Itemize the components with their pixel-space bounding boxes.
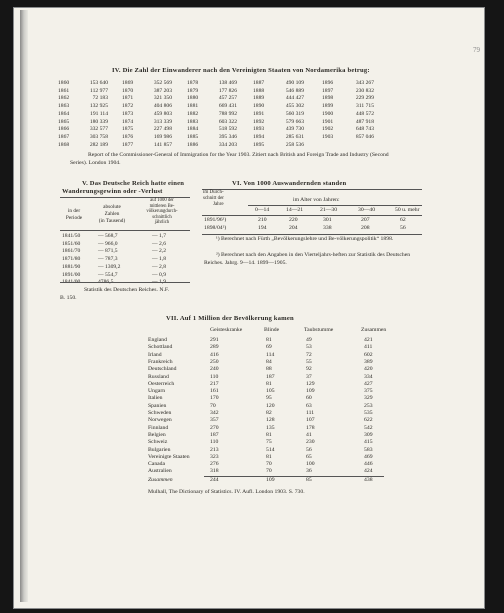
country-label: Vereinigte Staaten (148, 453, 190, 460)
age-group-4: 50 u. mehr (395, 207, 420, 213)
country-label: Canada (148, 461, 166, 468)
table-rule (204, 476, 384, 477)
table-cell: 289 (210, 344, 219, 351)
immigrant-count-cell: 546 889 (285, 87, 304, 94)
row-value: 210 (258, 217, 267, 223)
absolute-cell: — 554,7 (98, 271, 118, 278)
immigrant-count-cell: 560 319 (285, 110, 304, 117)
immigrant-count-cell: 230 832 (355, 87, 374, 94)
row-value: 301 (323, 217, 332, 223)
table-rule (60, 230, 190, 231)
year-cell: 1881 (187, 103, 199, 110)
table-cell: 55 (306, 358, 312, 365)
section-vi-note-1: ¹) Berechnet nach Fürth „Bevölkerungslehre und Be-völkerungspolitik“ 1898. (216, 236, 394, 242)
section-iv-source: Report of the Commissioner-General of Immigration for the Year 1903. Zitiert nach British and Foreign Trade and Industry (Second Series). London 1904. (70, 152, 389, 166)
row-value: 204 (289, 225, 298, 231)
country-label: Irland (148, 351, 162, 358)
immigrant-count-cell: 229 299 (355, 95, 374, 102)
table-cell: 82 (266, 410, 272, 416)
table-cell: 535 (364, 410, 373, 416)
row-head-years: im Durch- schnitt der Jahre (203, 190, 224, 207)
table-cell: 107 (306, 417, 315, 424)
table-cell: 276 (210, 461, 219, 468)
immigrant-count-cell: 169 986 (153, 133, 172, 140)
table-cell: 187 (266, 373, 275, 380)
table-cell: 424 (364, 468, 373, 475)
table-cell: 240 (210, 366, 219, 373)
table-cell: 427 (364, 380, 373, 387)
immigrant-count-cell: 439 730 (285, 126, 304, 133)
immigrant-count-cell: 258 536 (285, 141, 304, 148)
table-cell: 421 (364, 337, 373, 343)
col-zusammen: Zusammen (361, 327, 387, 333)
table-cell: 105 (266, 388, 275, 395)
year-cell: 1872 (122, 103, 134, 110)
per-thousand-cell: — 0,9 (152, 271, 166, 278)
table-cell: 446 (364, 461, 373, 468)
section-iv-values-4 (272, 80, 304, 149)
table-cell: 318 (210, 468, 219, 475)
age-group-1: 14—21 (286, 207, 304, 213)
table-cell: 81 (266, 453, 272, 460)
year-cell: 1880 (187, 95, 199, 102)
period-cell: 1891/00 (62, 271, 81, 278)
country-label: Norwegen (148, 417, 172, 424)
col-head-absolute: absolute Zahlen (in Tausend) (98, 204, 126, 224)
immigrant-count-cell: 857 046 (355, 133, 374, 140)
row-value: 194 (258, 225, 267, 231)
table-cell: 129 (306, 380, 315, 387)
table-cell: 309 (364, 431, 373, 438)
year-cell: 1898 (322, 95, 334, 102)
year-cell: 1888 (253, 87, 265, 94)
immigrant-count-cell: 455 302 (285, 103, 304, 110)
immigrant-count-cell: 404 806 (153, 103, 172, 110)
table-cell: 114 (266, 351, 275, 358)
table-cell: 161 (210, 388, 219, 395)
total-cell: 109 (266, 476, 275, 483)
year-cell: 1893 (253, 126, 265, 133)
table-cell: 128 (266, 417, 275, 424)
country-label: Oesterreich (148, 380, 175, 387)
total-cell: 438 (364, 476, 373, 483)
per-thousand-cell: — 2,6 (152, 240, 166, 247)
immigrant-count-cell: 788 992 (218, 110, 237, 117)
immigrant-count-cell: 132 925 (89, 103, 108, 110)
section-iv-values-1 (80, 80, 108, 149)
immigrant-count-cell: 343 267 (355, 80, 374, 86)
year-cell: 1868 (58, 141, 70, 148)
year-cell: 1863 (58, 103, 70, 110)
immigrant-count-cell: 518 592 (218, 126, 237, 133)
total-cell: 244 (210, 476, 219, 483)
immigrant-count-cell: 141 857 (153, 141, 172, 148)
table-cell: 110 (210, 439, 219, 446)
table-cell: 514 (266, 446, 275, 453)
table-cell: 420 (364, 366, 373, 373)
country-label: Bulgarien (148, 446, 171, 453)
table-cell: 217 (210, 380, 219, 387)
table-cell: 100 (306, 461, 315, 468)
year-cell: 1885 (187, 133, 199, 140)
table-cell: 49 (306, 337, 312, 343)
year-cell: 1884 (187, 126, 199, 133)
col-geisteskranke: Geisteskranke (210, 327, 243, 333)
immigrant-count-cell: 457 257 (218, 95, 237, 102)
row-value: 56 (400, 225, 406, 231)
absolute-cell: — 871,5 (98, 248, 118, 255)
table-cell: 135 (266, 424, 275, 431)
table-cell: 81 (266, 337, 272, 343)
section-iv-heading: IV. Die Zahl der Einwanderer nach den Vereinigten Staaten von Nordamerika betrug: (112, 67, 370, 74)
section-v-heading-1: V. Das Deutsche Reich hatte einen (82, 180, 185, 187)
table-cell: 81 (266, 431, 272, 438)
section-v-source-2: B. 150. (60, 295, 77, 301)
year-cell: 1871 (122, 95, 134, 102)
year-cell: 1862 (58, 95, 70, 102)
immigrant-count-cell: 72 183 (92, 95, 108, 102)
immigrant-count-cell: 334 203 (218, 141, 237, 148)
table-cell: 92 (306, 366, 312, 373)
table-cell: 389 (364, 358, 373, 365)
table-cell: 250 (210, 358, 219, 365)
col-head-per-thousand: auf 1000 der mittleren Be- völkerungdurch- schnittlich jährlich (146, 198, 178, 226)
immigrant-count-cell: 490 109 (285, 80, 304, 86)
year-cell: 1867 (58, 133, 70, 140)
table-rule (60, 282, 190, 283)
immigrant-count-cell: 303 758 (89, 133, 108, 140)
table-cell: 542 (364, 424, 373, 431)
immigrant-count-cell: 387 203 (153, 87, 172, 94)
year-cell: 1879 (187, 87, 199, 94)
table-cell: 72 (306, 351, 312, 358)
table-cell: 63 (306, 402, 312, 409)
section-vi-heading: VI. Von 1000 Auswandernden standen (232, 180, 347, 187)
country-label: Finnland (148, 424, 169, 431)
table-cell: 110 (210, 373, 219, 380)
section-iv-years-5 (322, 80, 333, 142)
section-iv-values-5 (342, 80, 374, 142)
table-cell: 69 (266, 344, 272, 351)
immigrant-count-cell: 448 572 (355, 110, 374, 117)
section-iv-years-4 (253, 80, 264, 149)
table-cell: 36 (306, 468, 312, 475)
immigrant-count-cell: 395 346 (218, 133, 237, 140)
year-cell: 1878 (187, 80, 199, 86)
table-rule (202, 215, 422, 216)
period-cell: 1841/50 (62, 233, 81, 239)
country-label: Australien (148, 468, 172, 475)
table-cell: 60 (306, 395, 312, 402)
per-thousand-cell: — 1,9 (152, 279, 166, 286)
period-cell: 1861/70 (62, 248, 81, 255)
year-cell: 1882 (187, 110, 199, 117)
absolute-cell: — 787,3 (98, 256, 118, 263)
table-rule (202, 234, 422, 235)
country-label: England (148, 337, 167, 343)
year-cell: 1894 (253, 133, 265, 140)
row-value: 208 (361, 225, 370, 231)
year-cell: 1864 (58, 110, 70, 117)
table-cell: 411 (364, 344, 373, 351)
table-rule (248, 205, 422, 206)
table-cell: 253 (364, 402, 373, 409)
immigrant-count-cell: 191 114 (90, 110, 108, 117)
section-vii-source: Mulhall, The Dictionary of Statistics. IV. Aufl. London 1903. S. 730. (148, 489, 305, 495)
per-thousand-cell: — 1,7 (152, 233, 166, 239)
section-vii-heading: VII. Auf 1 Million der Bevölkerung kamen (166, 315, 294, 322)
age-group-3: 30—40 (358, 207, 376, 213)
year-cell: 1892 (253, 118, 265, 125)
immigrant-count-cell: 177 826 (218, 87, 237, 94)
total-label: Zusammen (148, 476, 173, 483)
immigrant-count-cell: 669 431 (218, 103, 237, 110)
table-cell: 416 (210, 351, 219, 358)
immigrant-count-cell: 313 339 (153, 118, 172, 125)
table-cell: 230 (306, 439, 315, 446)
table-cell: 53 (306, 344, 312, 351)
table-cell: 357 (210, 417, 219, 424)
table-cell: 70 (266, 468, 272, 475)
per-thousand-cell: — 2,2 (152, 248, 166, 255)
table-cell: 41 (306, 431, 312, 438)
table-cell: 95 (266, 395, 272, 402)
immigrant-count-cell: 321 350 (153, 95, 172, 102)
year-cell: 1873 (122, 110, 134, 117)
table-cell: 70 (210, 402, 216, 409)
year-cell: 1890 (253, 103, 265, 110)
table-cell: 65 (306, 453, 312, 460)
year-cell: 1902 (322, 126, 334, 133)
year-cell: 1870 (122, 87, 134, 94)
section-v-per-thousand (152, 233, 166, 287)
per-thousand-cell: — 2,8 (152, 263, 166, 270)
year-cell: 1886 (187, 141, 199, 148)
year-cell: 1895 (253, 141, 265, 148)
age-group-0: 0—14 (255, 207, 270, 213)
country-label: Deutschland (148, 366, 177, 373)
immigrant-count-cell: 153 640 (89, 80, 108, 86)
year-cell: 1887 (253, 80, 265, 86)
absolute-cell: — 568,7 (98, 233, 118, 239)
country-label: Ungarn (148, 388, 166, 395)
section-iv-years-2 (122, 80, 133, 149)
country-label: Belgien (148, 431, 166, 438)
year-cell: 1874 (122, 118, 134, 125)
col-head-period: in der Periode (65, 208, 83, 221)
table-cell: 75 (266, 439, 272, 446)
section-iv-years-3 (187, 80, 198, 149)
row-value: 207 (361, 217, 370, 223)
table-cell: 583 (364, 446, 373, 453)
table-cell: 329 (364, 395, 373, 402)
section-v-heading-2: Wanderungsgewinn oder -Verlust (62, 188, 163, 195)
table-cell: 342 (210, 410, 219, 416)
period-cell: 1871/80 (62, 256, 81, 263)
section-iv-values-2 (142, 80, 172, 149)
year-cell: 1899 (322, 103, 334, 110)
immigrant-count-cell: 459 803 (153, 110, 172, 117)
table-cell: 187 (210, 431, 219, 438)
section-v-absolute (98, 233, 120, 287)
table-cell: 622 (364, 417, 373, 424)
period-cell: 1841/00 (62, 279, 81, 286)
immigrant-count-cell: 138 469 (218, 80, 237, 86)
age-group-2: 21—30 (320, 207, 338, 213)
table-cell: 415 (364, 439, 373, 446)
table-cell: 56 (306, 446, 312, 453)
immigrant-count-cell: 180 339 (89, 118, 108, 125)
year-cell: 1896 (322, 80, 334, 86)
country-label: Italien (148, 395, 163, 402)
table-cell: 469 (364, 453, 373, 460)
year-cell: 1875 (122, 126, 134, 133)
table-cell: 178 (306, 424, 315, 431)
table-cell: 602 (364, 351, 373, 358)
year-cell: 1860 (58, 80, 70, 86)
page-number: 79 (473, 46, 480, 54)
period-cell: 1851/60 (62, 240, 81, 247)
period-cell: 1881/90 (62, 263, 81, 270)
country-label: Frankreich (148, 358, 173, 365)
immigrant-count-cell: 311 715 (356, 103, 374, 110)
col-taubstumme: Taubstumme (304, 327, 334, 333)
col-blinde: Blinde (264, 327, 280, 333)
country-label: Russland (148, 373, 169, 380)
row-period: 1898/04²) (204, 225, 227, 231)
row-value: 220 (289, 217, 298, 223)
total-cell: 85 (306, 476, 312, 483)
immigrant-count-cell: 603 322 (218, 118, 237, 125)
age-span-head: im Alter von Jahren: (293, 197, 340, 203)
country-label: Schottland (148, 344, 173, 351)
table-cell: 70 (266, 461, 272, 468)
row-value: 338 (323, 225, 332, 231)
year-cell: 1861 (58, 87, 70, 94)
year-cell: 1900 (322, 110, 334, 117)
table-cell: 375 (364, 388, 373, 395)
section-v-periods (62, 233, 80, 287)
country-label: Schweiz (148, 439, 168, 446)
table-rule (202, 189, 422, 190)
year-cell: 1889 (253, 95, 265, 102)
table-cell: 323 (210, 453, 219, 460)
section-v-source-1: Statistik des Deutschen Reiches. N.F. (84, 287, 170, 293)
year-cell: 1876 (122, 133, 134, 140)
table-cell: 120 (266, 402, 275, 409)
year-cell: 1901 (322, 118, 334, 125)
immigrant-count-cell: 444 427 (285, 95, 304, 102)
immigrant-count-cell: 112 977 (90, 87, 108, 94)
table-cell: 170 (210, 395, 219, 402)
year-cell: 1897 (322, 87, 334, 94)
table-cell: 334 (364, 373, 373, 380)
absolute-cell: — 966,0 (98, 240, 118, 247)
table-cell: 111 (306, 410, 315, 416)
immigrant-count-cell: 282 189 (89, 141, 108, 148)
table-cell: 37 (306, 373, 312, 380)
immigrant-count-cell: 332 577 (89, 126, 108, 133)
immigrant-count-cell: 648 743 (355, 126, 374, 133)
table-cell: 84 (266, 358, 272, 365)
immigrant-count-cell: 487 918 (355, 118, 374, 125)
year-cell: 1903 (322, 133, 334, 140)
immigrant-count-cell: 579 663 (285, 118, 304, 125)
section-iv-values-3 (205, 80, 237, 149)
table-cell: 109 (306, 388, 315, 395)
immigrant-count-cell: 285 631 (285, 133, 304, 140)
per-thousand-cell: — 1,8 (152, 256, 166, 263)
year-cell: 1865 (58, 118, 70, 125)
table-cell: 213 (210, 446, 219, 453)
absolute-cell: 4786,5 (98, 279, 114, 286)
year-cell: 1869 (122, 80, 134, 86)
table-cell: 270 (210, 424, 219, 431)
country-label: Schweden (148, 410, 172, 416)
section-vi-note-2: ²) Berechnet nach den Angaben in den Vierteljahrs-heften zur Statistik des Deutschen Reiches. Jahrg. 9—14. 1899—1905. (204, 252, 411, 266)
table-cell: 291 (210, 337, 219, 343)
absolute-cell: — 1309,2 (98, 263, 121, 270)
immigrant-count-cell: 227 498 (153, 126, 172, 133)
year-cell: 1866 (58, 126, 70, 133)
year-cell: 1877 (122, 141, 134, 148)
table-cell: 88 (266, 366, 272, 373)
immigrant-count-cell: 352 569 (153, 80, 172, 86)
country-label: Spanien (148, 402, 167, 409)
table-cell: 81 (266, 380, 272, 387)
year-cell: 1883 (187, 118, 199, 125)
row-period: 1891/96¹) (204, 217, 227, 223)
row-value: 62 (400, 217, 406, 223)
binding-gutter (20, 10, 28, 602)
year-cell: 1891 (253, 110, 265, 117)
section-iv-years-1 (58, 80, 69, 149)
